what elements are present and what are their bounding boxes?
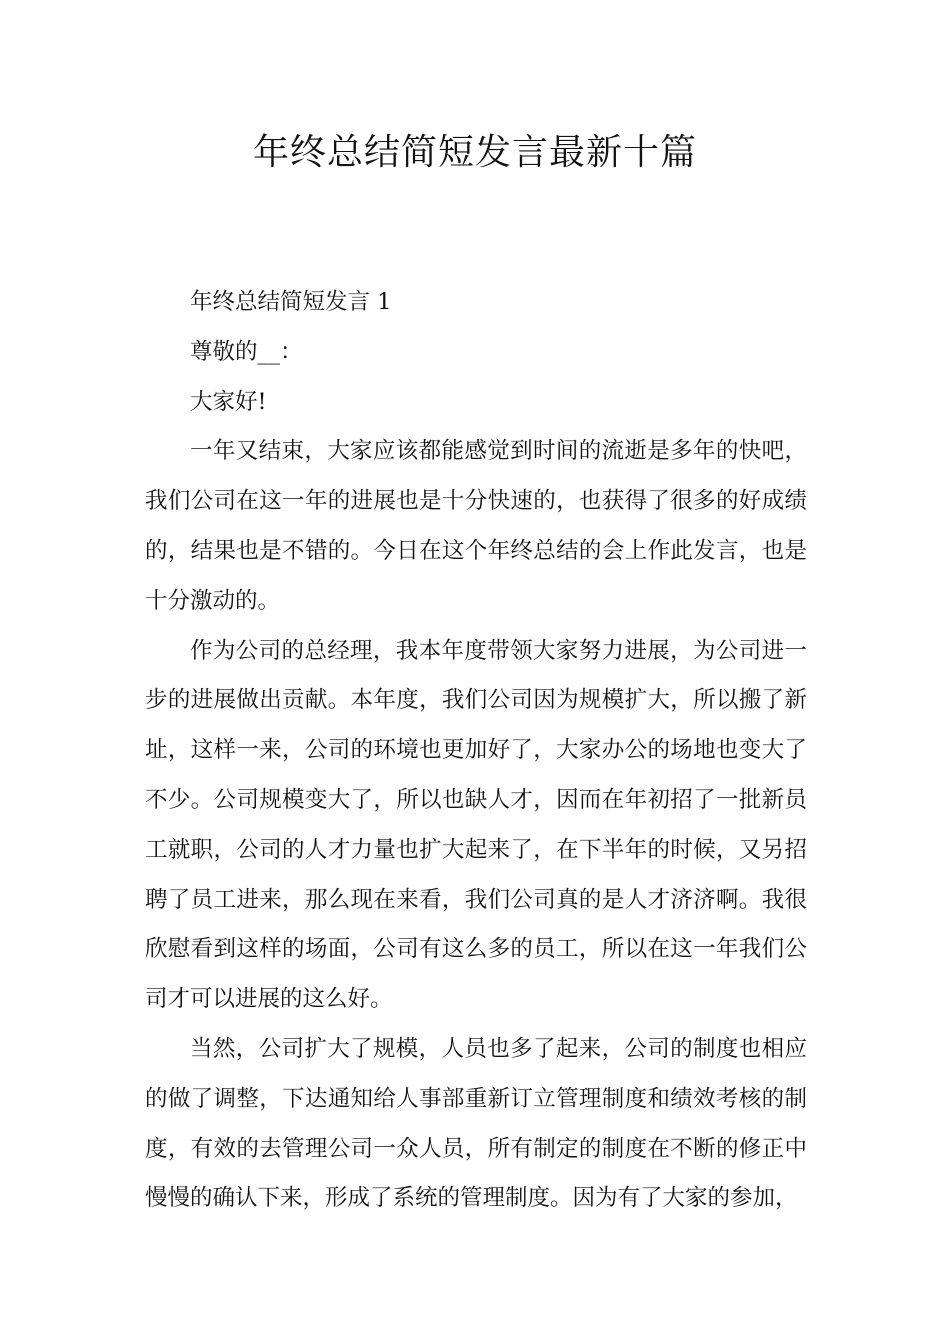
salutation: 尊敬的__： — [190, 338, 303, 365]
body-paragraph: 作为公司的总经理，我本年度带领大家努力进展，为公司进一步的进展做出贡献。本年度，我们公司因为规模扩大，所以搬了新址，这样一来，公司的环境也更加好了，大家办公的场地也变大了不少。公司规模变大了，所以也缺人才，因而在年初招了一批新员工就职，公司的人才力量也扩大起来了，在下半年的时候，又另招聘了员工进来，那么现在来看，我们公司真的是人才济济啊。我很欣慰看到这样的场面，公司有这么多的员工，所以在这一年我们公司才可以进展的这么好。 — [145, 637, 807, 1013]
document-body — [145, 278, 807, 1224]
section-heading: 年终总结简短发言 1 — [190, 289, 392, 315]
body-paragraph: 一年又结束，大家应该都能感觉到时间的流逝是多年的快吧，我们公司在这一年的进展也是十分快速的，也获得了很多的好成绩的，结果也是不错的。今日在这个年终总结的会上作此发言，也是十分激动的。 — [145, 438, 807, 614]
body-paragraph: 当然，公司扩大了规模，人员也多了起来，公司的制度也相应的做了调整，下达通知给人事部重新订立管理制度和绩效考核的制度，有效的去管理公司一众人员，所有制定的制度在不断的修正中慢慢的确认下来，形成了系统的管理制度。因为有了大家的参加， — [145, 1035, 807, 1212]
document-title: 年终总结简短发言最新十篇 — [252, 132, 697, 173]
greeting: 大家好! — [190, 388, 267, 415]
